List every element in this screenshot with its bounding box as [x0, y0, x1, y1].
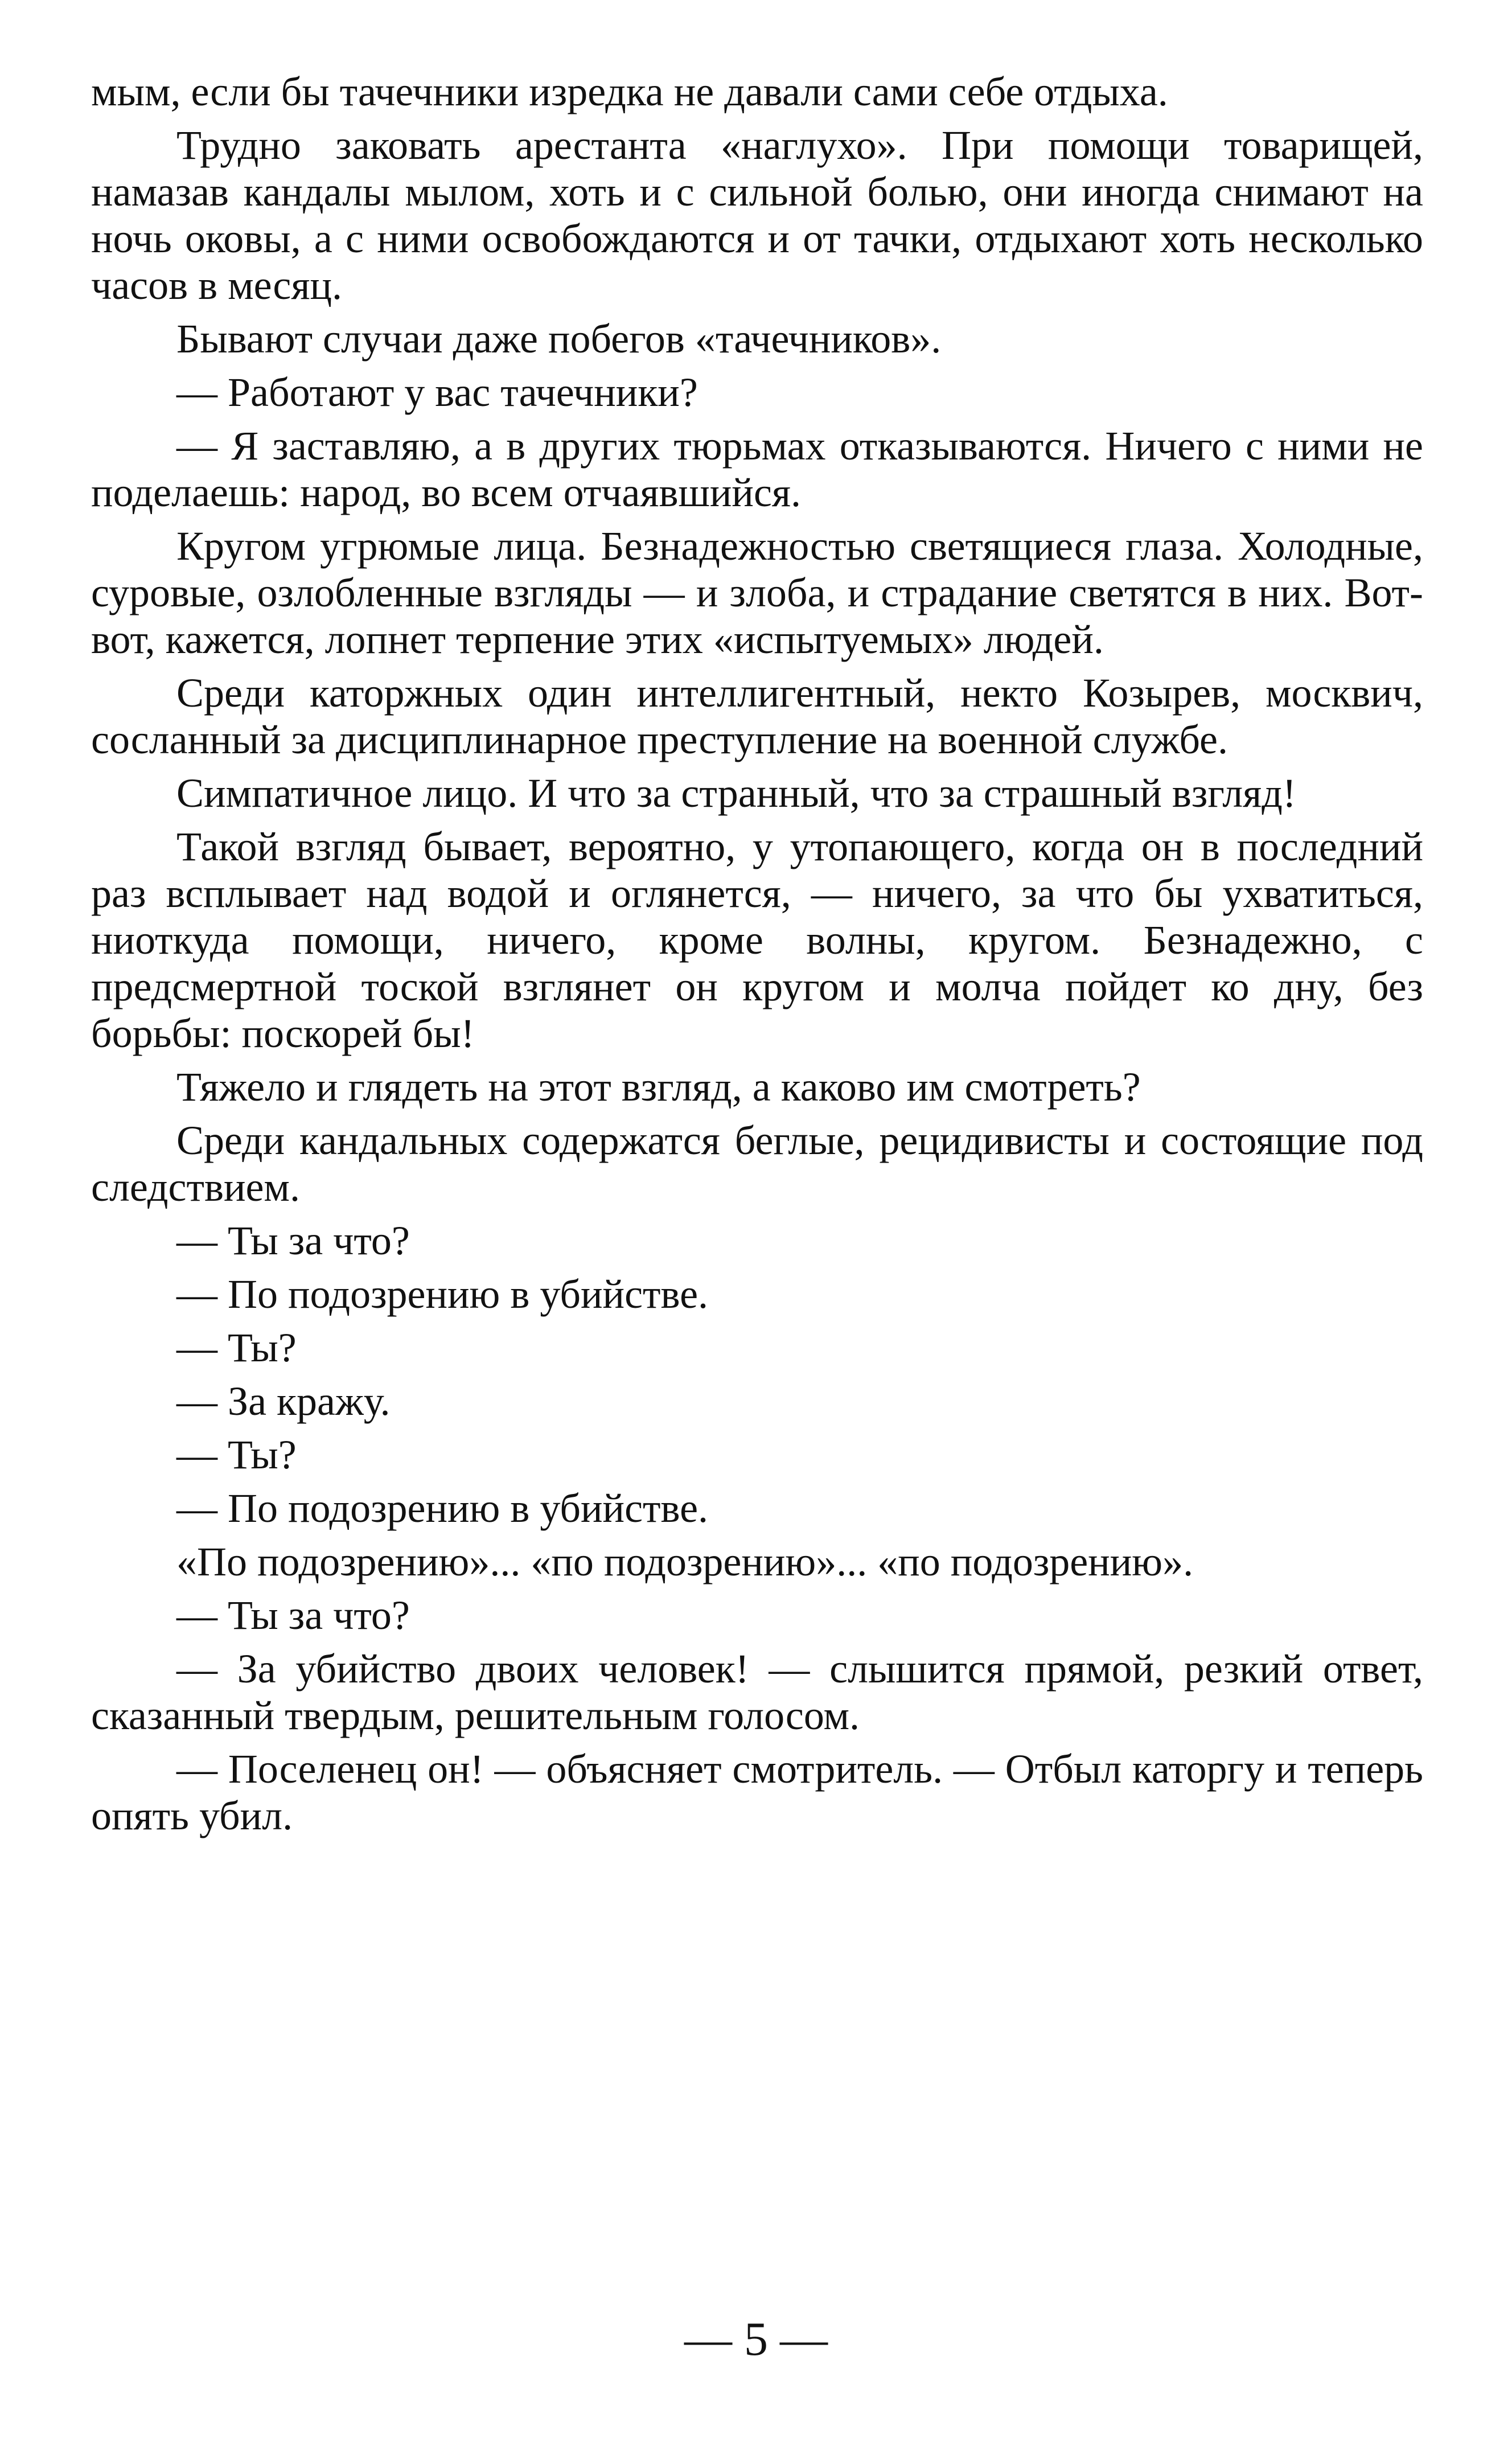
dialogue-line: — Поселенец он! — объясняет смотритель. — Отбыл каторгу и теперь опять убил.: [91, 1746, 1423, 1838]
dialogue-line: — За убийство двоих человек! — слышится прямой, резкий ответ, сказанный твердым, решительным голосом.: [91, 1646, 1423, 1738]
dialogue-line: — По подозрению в убийстве.: [176, 1271, 709, 1317]
paragraph: Тяжело и глядеть на этот взгляд, а каково им смотреть?: [176, 1064, 1141, 1110]
dialogue-line: — Ты?: [176, 1325, 297, 1370]
paragraph: Такой взгляд бывает, вероятно, у утопающего, когда он в последний раз всплывает над водой и оглянется, — ничего, за что бы ухватиться, ниоткуда помощи, ничего, кроме волны, кругом. Безнадежно, с предсмертной тоской взглянет он кругом и молча пойдет ко дну, без борьбы: поскорей бы!: [91, 824, 1423, 1056]
paragraph: Трудно заковать арестанта «наглухо». При помощи товарищей, намазав кандалы мылом, хоть и с сильной болью, они иногда снимают на ночь оковы, а с ними освобождаются и от тачки, отдыхают хоть несколько часов в месяц.: [91, 122, 1423, 308]
page-number: — 5 —: [684, 2313, 828, 2366]
dialogue-line: — За кражу.: [176, 1378, 391, 1424]
paragraph: Симпатичное лицо. И что за странный, что за страшный взгляд!: [176, 770, 1296, 816]
dialogue-line: — Я заставляю, а в других тюрьмах отказываются. Ничего с ними не поделаешь: народ, во всем отчаявшийся.: [91, 423, 1423, 515]
paragraph: Бывают случаи даже побегов «тачечников».: [176, 316, 942, 362]
paragraph: Среди каторжных один интеллигентный, некто Козырев, москвич, сосланный за дисциплинарное преступление на военной службе.: [91, 670, 1423, 762]
paragraph: Среди кандальных содержатся беглые, рецидивисты и состоящие под следствием.: [91, 1118, 1423, 1210]
dialogue-line: — Ты за что?: [176, 1592, 410, 1638]
dialogue-line: — Ты?: [176, 1432, 297, 1477]
dialogue-line: — Работают у вас тачечники?: [176, 370, 698, 415]
paragraph: Кругом угрюмые лица. Безнадежностью светящиеся глаза. Холодные, суровые, озлобленные взгляды — и злоба, и страдание светятся в них. Вот-вот, кажется, лопнет терпение этих «испытуемых» людей.: [91, 523, 1423, 662]
paragraph-continuation: мым, если бы тачечники изредка не давали сами себе отдыха.: [91, 69, 1168, 114]
dialogue-line: — По подозрению в убийстве.: [176, 1485, 709, 1531]
dialogue-line: — Ты за что?: [176, 1218, 410, 1263]
page-body: [91, 68, 1423, 1846]
paragraph: «По подозрению»... «по подозрению»... «по подозрению».: [176, 1539, 1194, 1584]
